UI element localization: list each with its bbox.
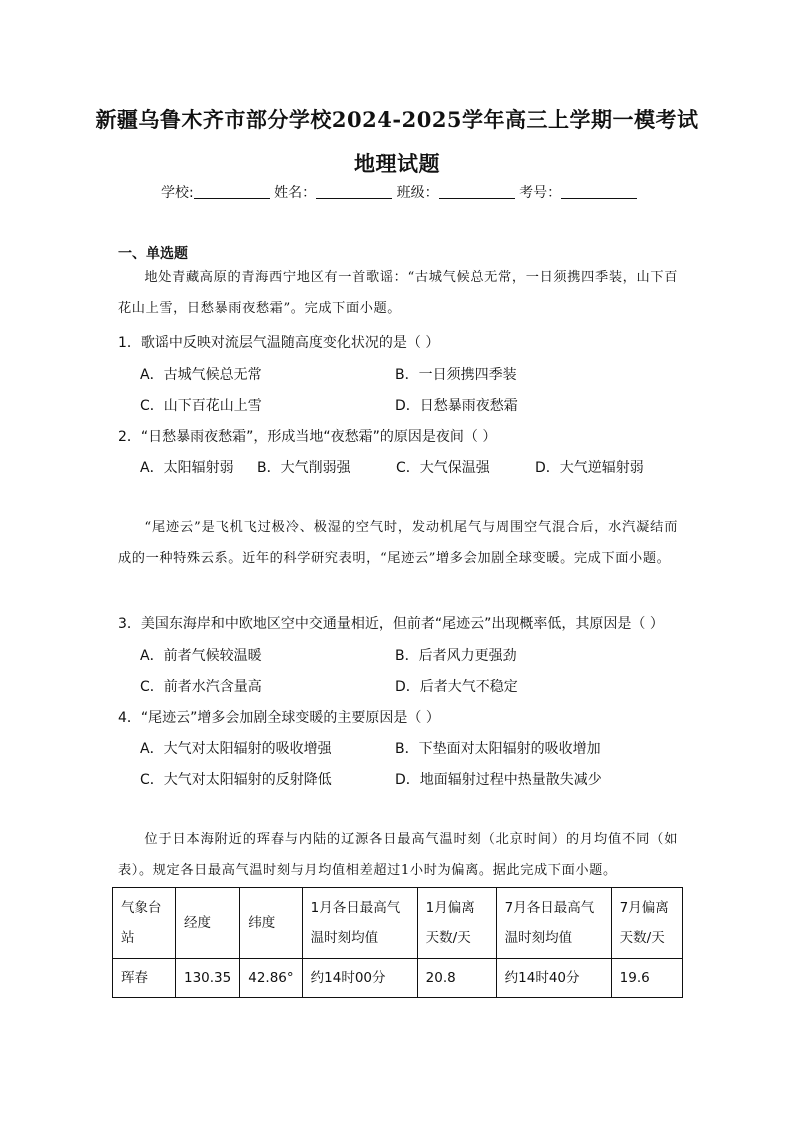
question-3-option-a: A．前者气候较温暖: [140, 648, 262, 664]
table-cell: 珲春: [113, 959, 176, 998]
table-header-cell: 1月偏离天数/天: [417, 888, 496, 959]
section-title: 一、单选题: [118, 246, 188, 262]
table-header-cell: 纬度: [240, 888, 302, 959]
class-blank: [439, 198, 515, 199]
question-4-stem: 4．“尾迹云”增多会加剧全球变暖的主要原因是（ ）: [118, 710, 440, 726]
name-blank: [316, 198, 392, 199]
passage-1: 地处青藏高原的青海西宁地区有一首歌谣：“古城气候总无常，一日须携四季装，山下百花山上雪，日愁暴雨夜愁霜”。完成下面小题。: [118, 270, 678, 316]
passage-3: 位于日本海附近的珲春与内陆的辽源各日最高气温时刻（北京时间）的月均值不同（如表）。规定各日最高气温时刻与月均值相差超过1小时为偏离。据此完成下面小题。: [118, 832, 678, 878]
table-cell: 19.6: [611, 959, 682, 998]
table-header-cell: 气象台站: [113, 888, 176, 959]
question-2-option-a: A．太阳辐射弱: [140, 460, 234, 476]
table-cell: 约14时00分: [302, 959, 417, 998]
question-2-option-c: C．大气保温强: [396, 460, 490, 476]
page-subtitle: 地理试题: [354, 151, 440, 176]
exam-number-label: 考号：: [519, 185, 562, 201]
question-3-option-d: D．后者大气不稳定: [395, 679, 518, 695]
question-3-option-c: C．前者水汽含量高: [140, 679, 262, 695]
question-2-option-b: B．大气削弱强: [257, 460, 351, 476]
page-title: 新疆乌鲁木齐市部分学校2024-2025学年高三上学期一模考试: [95, 107, 699, 132]
name-label: 姓名：: [274, 185, 317, 201]
table-cell: 42.86°: [240, 959, 302, 998]
table-cell: 20.8: [417, 959, 496, 998]
weather-station-table: [112, 887, 683, 998]
question-1-option-a: A．古城气候总无常: [140, 367, 262, 383]
question-4-option-b: B．下垫面对太阳辐射的吸收增加: [395, 741, 601, 757]
table-header-cell: 7月各日最高气温时刻均值: [496, 888, 611, 959]
table-cell: 约14时40分: [496, 959, 611, 998]
student-info-line: [161, 182, 637, 202]
exam-number-blank: [561, 198, 637, 199]
table-header-cell: 1月各日最高气温时刻均值: [302, 888, 417, 959]
question-4-option-d: D．地面辐射过程中热量散失减少: [395, 772, 602, 788]
question-2-option-d: D．大气逆辐射弱: [535, 460, 644, 476]
question-4-option-a: A．大气对太阳辐射的吸收增强: [140, 741, 332, 757]
school-blank: [194, 198, 270, 199]
table-header-row: [113, 888, 683, 959]
class-label: 班级：: [396, 185, 439, 201]
question-1-option-b: B．一日须携四季装: [395, 367, 517, 383]
question-1-stem: 1．歌谣中反映对流层气温随高度变化状况的是（ ）: [118, 335, 440, 351]
question-3-stem: 3．美国东海岸和中欧地区空中交通量相近，但前者“尾迹云”出现概率低，其原因是（ ）: [118, 616, 664, 632]
question-2-stem: 2．“日愁暴雨夜愁霜”，形成当地“夜愁霜”的原因是夜间（ ）: [118, 429, 497, 445]
question-1-option-d: D．日愁暴雨夜愁霜: [395, 398, 518, 414]
table-header-cell: 7月偏离天数/天: [611, 888, 682, 959]
question-4-option-c: C．大气对太阳辐射的反射降低: [140, 772, 332, 788]
table-row: [113, 959, 683, 998]
table-cell: 130.35: [176, 959, 240, 998]
passage-2: “尾迹云”是飞机飞过极冷、极湿的空气时，发动机尾气与周围空气混合后，水汽凝结而成的一种特殊云系。近年的科学研究表明，“尾迹云”增多会加剧全球变暖。完成下面小题。: [118, 520, 678, 566]
question-1-option-c: C．山下百花山上雪: [140, 398, 262, 414]
question-3-option-b: B．后者风力更强劲: [395, 648, 517, 664]
school-label: 学校:: [161, 185, 194, 201]
table-header-cell: 经度: [176, 888, 240, 959]
